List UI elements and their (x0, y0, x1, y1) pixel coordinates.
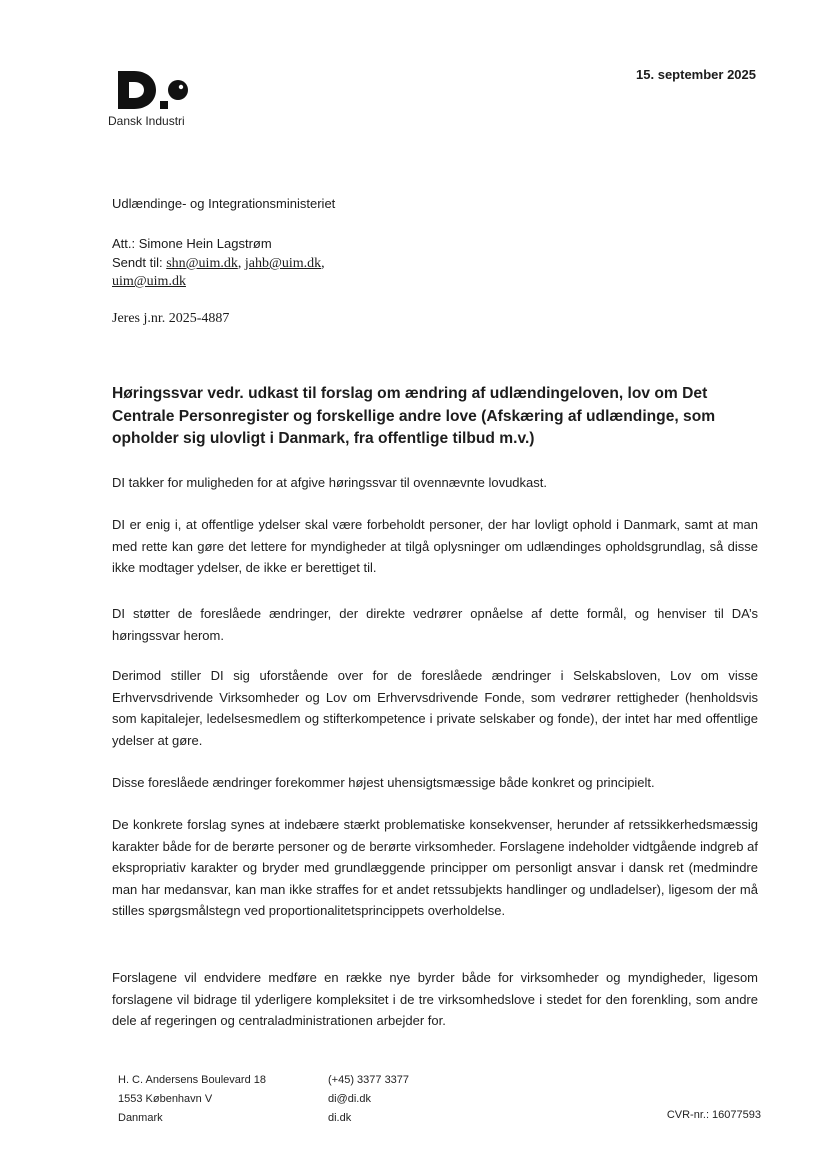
sent-to-line-2 (112, 272, 186, 291)
sent-to-line: Sendt til: shn@uim.dk, jahb@uim.dk, (112, 255, 325, 271)
email-link[interactable]: uim@uim.dk (112, 274, 186, 289)
footer-city: 1553 København V (118, 1093, 213, 1105)
paragraph: DI er enig i, at offentlige ydelser skal være forbeholdt personer, der har lovligt ophold i Danmark, samt at man med rette kan gøre det lettere for myndigheder at tilgå oplysninger om udlændinges opholdsgrundlag, så disse ikke modtager ydelser, de ikke er berettiget til. (112, 517, 758, 576)
di-logo (108, 70, 218, 132)
paragraph: Forslagene vil endvidere medføre en række nye byrder både for virksomheder og myndigheder, ligesom forslagene vil bidrage til yderligere kompleksitet i de tre virksomhedslove i stedet for den forenkling, som andre dele af regeringen og centraladministrationen arbejder for. (112, 970, 758, 1029)
email-link[interactable]: shn@uim.dk (166, 256, 238, 271)
paragraph: Disse foreslåede ændringer forekommer højest uhensigtsmæssige både konkret og principielt. (112, 775, 655, 790)
paragraph: DI takker for muligheden for at afgive høringssvar til ovennævnte lovudkast. (112, 475, 547, 490)
logo-wordmark: Dansk Industri (108, 114, 185, 128)
journal-number: Jeres j.nr. 2025-4887 (112, 311, 230, 326)
letter-title: Høringssvar vedr. udkast til forslag om ændring af udlændingeloven, lov om Det Centrale Personregister og forskellige andre love (Afskæring af udlændinge, som opholder sig ulovligt i Danmark, fra offentlige tilbud m.v.) (112, 385, 716, 447)
letter-date: 15. september 2025 (636, 67, 756, 82)
paragraph: Derimod stiller DI sig uforstående over for de foreslåede ændringer i Selskabsloven, Lov om visse Erhvervsdrivende Virksomheder og Lov om Erhvervsdrivende Fonde, som vedrører rettigheder (henholdsvis som kapitalejer, ledelsesmedlem og stifterkompetence i private selskaber og fonde), der intet har med offentlige ydelser at gøre. (112, 668, 758, 748)
email-link[interactable]: jahb@uim.dk (244, 256, 322, 271)
footer-web[interactable]: di.dk (328, 1112, 352, 1124)
sent-to-label: Sendt til: (112, 255, 163, 270)
footer-address (118, 1071, 266, 1128)
attention-line: Att.: Simone Hein Lagstrøm (112, 236, 272, 251)
footer-email[interactable]: di@di.dk (328, 1093, 371, 1105)
footer-cvr: CVR-nr.: 16077593 (666, 1109, 761, 1121)
footer-country: Danmark (118, 1112, 163, 1124)
paragraph: De konkrete forslag synes at indebære stærkt problematiske konsekvenser, herunder af retssikkerhedsmæssig karakter både for de berørte personer og de berørte virksomheder. Forslagene indeholder vidtgående indgreb af ekspropriativ karakter og bryder med grundlæggende principper om personligt ansvar i dansk ret (medmindre man har medansvar, kan man ikke straffes for et andet retssubjekts handlinger og undladelser), ligesom der må stilles spørgsmålstegn ved proportionalitetsprincippets overholdelse. (112, 817, 758, 919)
footer-street: H. C. Andersens Boulevard 18 (118, 1074, 266, 1086)
recipient: Udlændinge- og Integrationsministeriet (112, 196, 336, 211)
footer-contact (328, 1071, 409, 1128)
footer-phone: (+45) 3377 3377 (328, 1074, 410, 1086)
paragraph: DI støtter de foreslåede ændringer, der direkte vedrører opnåelse af dette formål, og henviser til DA’s høringssvar herom. (112, 606, 758, 643)
di-logo-mark (116, 70, 196, 110)
